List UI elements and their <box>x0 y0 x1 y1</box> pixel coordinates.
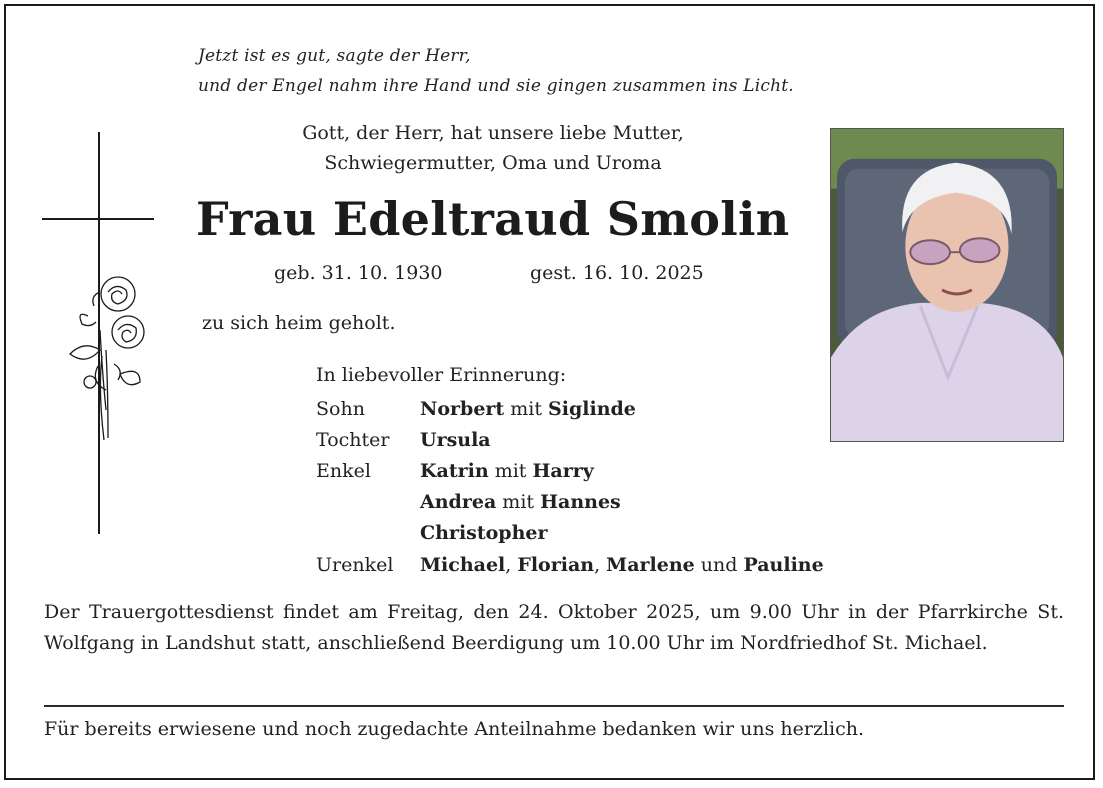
relation-value-enkel-3 <box>420 522 548 544</box>
death-date: gest. 16. 10. 2025 <box>530 262 704 284</box>
intro-line-1: Gott, der Herr, hat unsere liebe Mutter, <box>302 122 684 144</box>
family-name: Norbert <box>420 398 505 420</box>
memory-heading: In liebevoller Erinnerung: <box>316 364 567 386</box>
connector-text: , <box>594 554 607 576</box>
intro-line-2: Schwiegermutter, Oma und Uroma <box>324 152 662 174</box>
connector-text: mit <box>496 491 541 513</box>
relation-value-enkel-2 <box>420 491 621 513</box>
family-name: Ursula <box>420 429 491 451</box>
relation-value-sohn <box>420 398 636 420</box>
service-paragraph: Der Trauergottesdienst findet am Freitag, den 24. Oktober 2025, um 9.00 Uhr in der Pfarrkirche St. Wolfgang in Landshut statt, anschließend Beerdigung um 10.00 Uhr im Nordfriedhof St. Michael. <box>44 601 1064 654</box>
quote-line-1: Jetzt ist es gut, sagte der Herr, <box>198 46 471 66</box>
family-name: Marlene <box>606 554 695 576</box>
divider-line <box>44 705 1064 707</box>
cross-icon-bar <box>42 218 154 220</box>
quote-line-2: und der Engel nahm ihre Hand und sie gingen zusammen ins Licht. <box>198 76 794 96</box>
taken-home-text: zu sich heim geholt. <box>202 312 396 334</box>
family-name: Harry <box>532 460 594 482</box>
relation-value-urenkel <box>420 554 824 576</box>
family-name: Michael <box>420 554 506 576</box>
relation-label-sohn: Sohn <box>316 398 365 420</box>
relation-label-urenkel: Urenkel <box>316 554 394 576</box>
family-name: Andrea <box>420 491 497 513</box>
deceased-name: Frau Edeltraud Smolin <box>196 192 790 246</box>
relation-value-tochter <box>420 429 491 451</box>
connector-text: mit <box>504 398 549 420</box>
connector-text: mit <box>488 460 533 482</box>
birth-date: geb. 31. 10. 1930 <box>274 262 443 284</box>
obituary-card <box>4 4 1095 780</box>
family-name: Katrin <box>420 460 489 482</box>
rose-icon <box>60 270 152 450</box>
relation-label-tochter: Tochter <box>316 429 390 451</box>
connector-text: , <box>505 554 518 576</box>
family-name: Pauline <box>743 554 824 576</box>
relation-value-enkel-1 <box>420 460 594 482</box>
thanks-text: Für bereits erwiesene und noch zugedachte Anteilnahme bedanken wir uns herzlich. <box>44 718 865 740</box>
family-name: Florian <box>517 554 595 576</box>
relation-label-enkel: Enkel <box>316 460 371 482</box>
family-name: Hannes <box>540 491 621 513</box>
connector-text: und <box>694 554 744 576</box>
portrait-photo <box>830 128 1064 442</box>
family-name: Christopher <box>420 522 548 544</box>
family-name: Siglinde <box>548 398 636 420</box>
